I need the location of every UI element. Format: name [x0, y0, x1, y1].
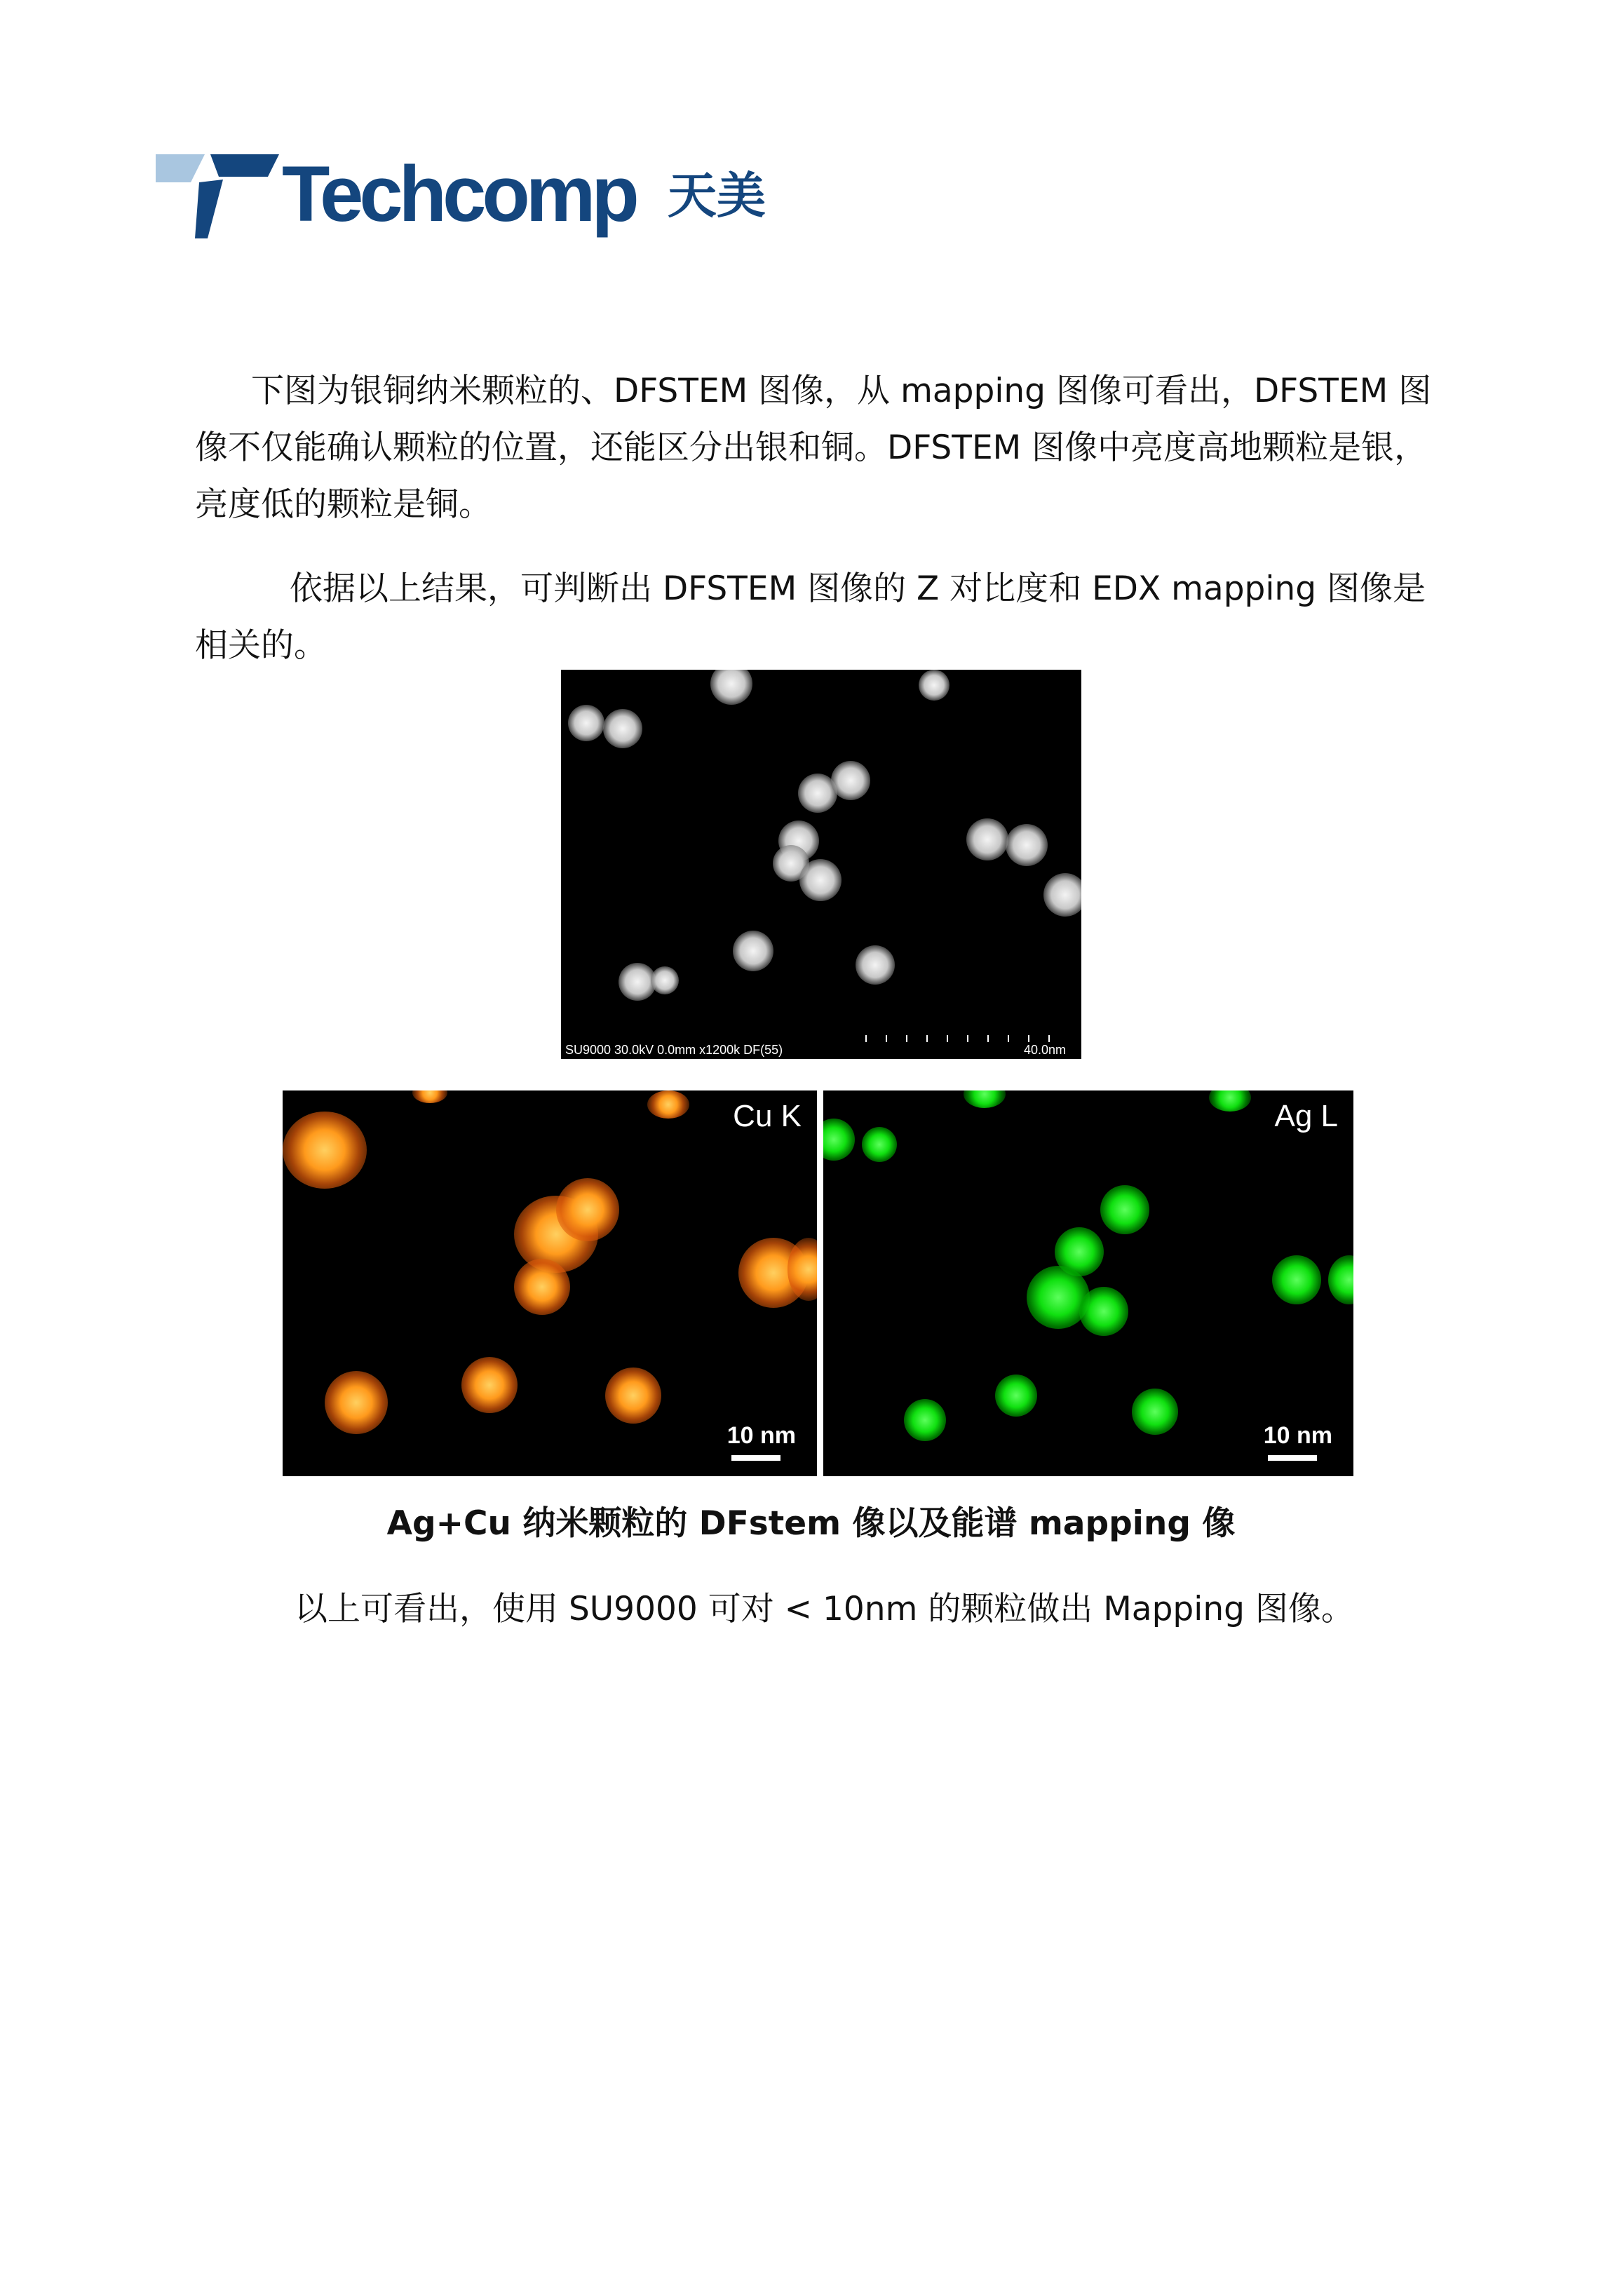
dfstem-image — [561, 670, 1081, 1059]
stem-scale-text: 40.0nm — [1023, 1043, 1066, 1057]
scale-label-ag: 10 nm — [1263, 1422, 1332, 1449]
cu-k-map — [283, 1090, 817, 1476]
paragraph-conclusion-z-contrast: 依据以上结果，可判断出 DFSTEM 图像的 Z 对比度和 EDX mapping 图像是相关的。 — [195, 569, 1426, 665]
scale-label-cu: 10 nm — [726, 1422, 796, 1449]
logo-brand-cn-text: 天美 — [668, 167, 766, 224]
logo-mark-icon — [156, 149, 282, 240]
paragraph-intro: 下图为银铜纳米颗粒的、DFSTEM 图像，从 mapping 图像可看出，DFSTEM 图像不仅能确认颗粒的位置，还能区分出银和铜。DFSTEM 图像中亮度高地颗粒是银，亮度低的颗粒是铜。 — [195, 372, 1432, 524]
stem-info-text: SU9000 30.0kV 0.0mm x1200k DF(55) — [565, 1043, 783, 1057]
map-label-cu-k: Cu K — [733, 1099, 802, 1133]
logo-brand-text: Techcomp — [282, 150, 635, 238]
ag-l-map — [823, 1090, 1353, 1476]
stem-scale-ticks — [865, 1035, 1069, 1042]
paragraph-mapping-conclusion: 以上可看出，使用 SU9000 可对 < 10nm 的颗粒做出 Mapping 图像。 — [295, 1590, 1354, 1628]
map-label-ag-l: Ag L — [1274, 1099, 1338, 1133]
figure-caption: Ag+Cu 纳米颗粒的 DFstem 像以及能谱 mapping 像 — [386, 1504, 1236, 1543]
techcomp-logo — [156, 149, 773, 240]
scale-bar-ag — [1268, 1455, 1317, 1461]
scale-bar-cu — [731, 1455, 780, 1461]
